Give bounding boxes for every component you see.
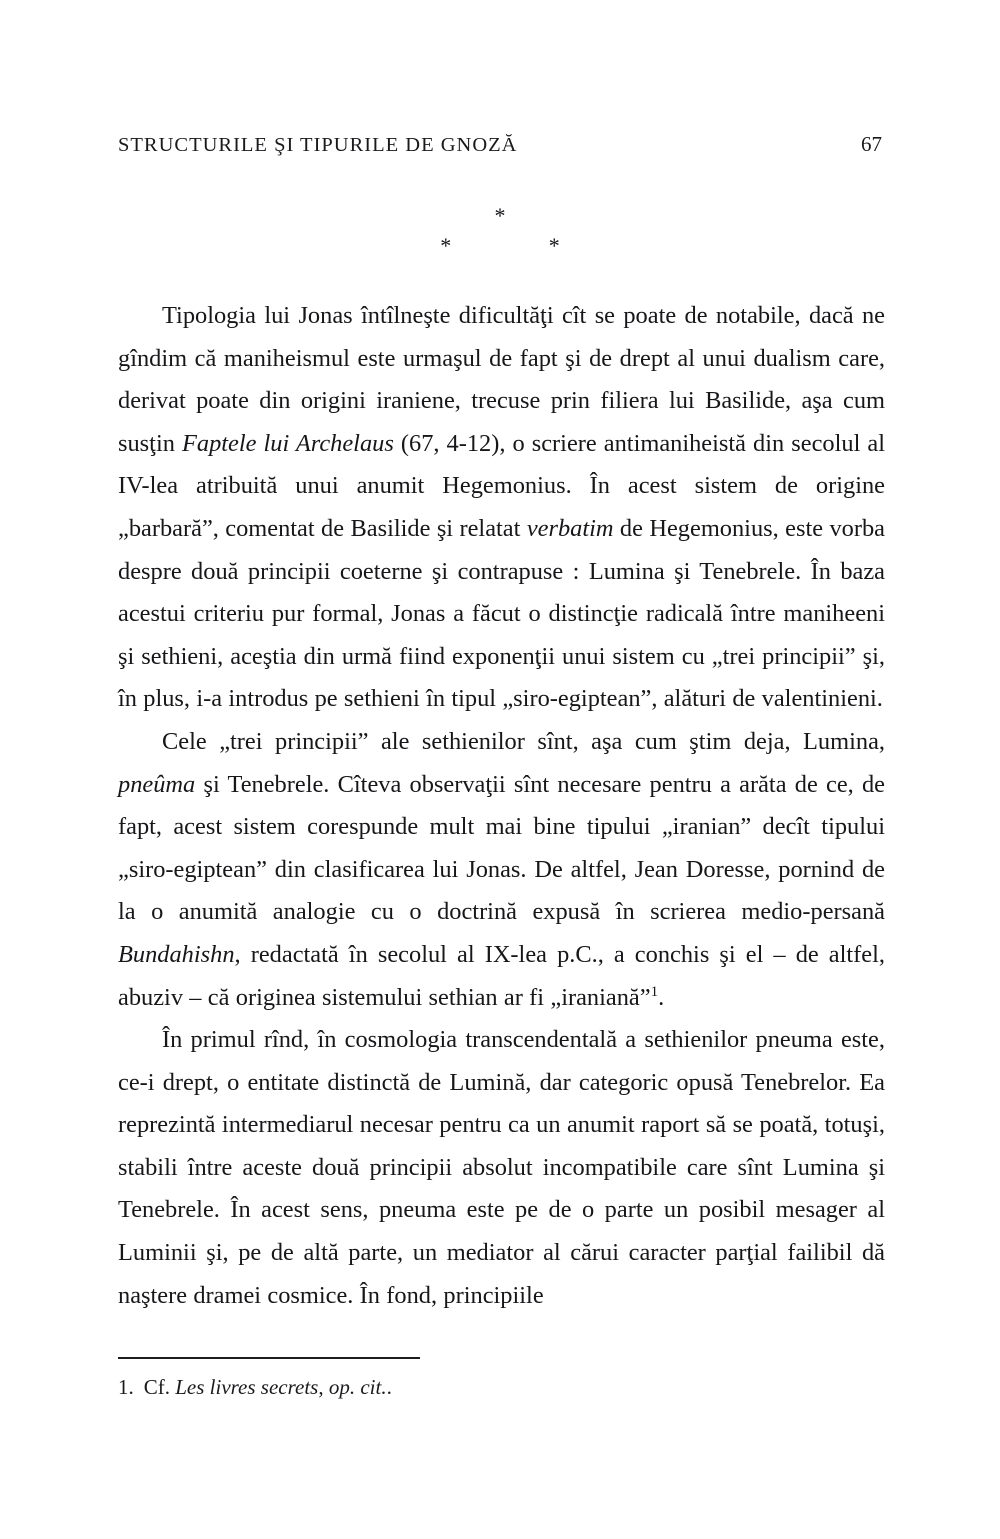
text-run: şi Tenebrele. Cîteva observaţii sînt necesare pentru a arăta de ce, de fapt, acest sistem corespunde mult mai bine tipului „iranian” decît tipului „siro-egiptean” din clasificarea lui Jonas. De altfel, Jean Doresse, pornind de la o anumită analogie cu o doctrină expusă în scrierea medio-persană bbox=[118, 770, 885, 926]
footnote-prefix: Cf. bbox=[143, 1375, 176, 1399]
paragraph bbox=[118, 295, 885, 721]
footnote-end: . bbox=[386, 1375, 392, 1399]
text-run: Tipologia lui Jonas întîlneşte dificultăţi cît se poate de notabile, dacă ne gîndim că maniheismul este urmaşul de fapt şi de drept al unui dualism care, derivat poate din origini iraniene, trecuse prin filiera lui Basilide, aşa cum susţin bbox=[118, 302, 885, 457]
text-run: (67, 4-12), o scriere antimaniheistă din secolul al IV-lea atribuită unui anumit Hegemonius. În acest sistem de origine „barbară”, comentat de Basilide şi relatat bbox=[118, 429, 885, 542]
ornament-star-top: * bbox=[494, 203, 506, 228]
page-body bbox=[118, 295, 885, 1317]
footnote-number: 1. bbox=[118, 1375, 134, 1399]
page-header bbox=[118, 132, 882, 157]
running-title: STRUCTURILE ŞI TIPURILE DE GNOZĂ bbox=[118, 134, 518, 156]
footnote-title: Les livres secrets bbox=[175, 1375, 319, 1399]
footnote-marker: 1 bbox=[650, 983, 659, 1000]
ornament-star-row: * * bbox=[440, 233, 606, 258]
text-run: de Hegemonius, este vorba despre două principii coeterne şi contrapuse : Lumina şi Tenebrele. În baza acestui criteriu pur formal, Jonas a făcut o distincţie radicală între maniheeni şi sethieni, aceştia din urmă fiind exponenţii unui sistem cu „trei principii” şi, în plus, i-a introdus pe sethieni în tipul „siro-egiptean”, alături de valentinieni. bbox=[118, 514, 885, 713]
italic-run: Bundahishn bbox=[118, 940, 235, 968]
italic-run: pneûma bbox=[118, 770, 196, 798]
text-run: În primul rînd, în cosmologia transcendentală a sethienilor pneuma este, ce-i drept, o entitate distinctă de Lumină, dar categoric opusă Tenebrelor. Ea reprezintă intermediarul necesar pentru ca un anumit raport să se poată, totuşi, stabili între aceste două principii absolut incompatibile care sînt Lumina şi Tenebrele. În acest sens, pneuma este pe de o parte un posibil mesager al Luminii şi, pe de altă parte, un mediator al cărui caracter parţial failibil dă naştere dramei cosmice. În fond, principiile bbox=[118, 1026, 885, 1309]
text-run: . bbox=[658, 983, 665, 1011]
italic-run: verbatim bbox=[526, 514, 614, 542]
paragraph bbox=[118, 1019, 885, 1317]
text-run: , redactată în secolul al IX-lea p.C., a conchis şi el – de altfel, abuziv – că originea sistemului sethian ar fi „iraniană” bbox=[118, 940, 885, 1011]
section-ornament bbox=[118, 205, 882, 257]
text-run: Cele „trei principii” ale sethienilor sînt, aşa cum ştim deja, Lumina, bbox=[162, 727, 885, 755]
page-number: 67 bbox=[861, 132, 882, 156]
footnote bbox=[118, 1372, 885, 1402]
footnote-separator bbox=[118, 1357, 420, 1359]
paragraph bbox=[118, 721, 885, 1019]
footnote-separator-text: , bbox=[318, 1375, 329, 1399]
italic-run: Faptele lui Archelaus bbox=[181, 429, 394, 457]
footnote-citation: op. cit. bbox=[328, 1375, 387, 1399]
